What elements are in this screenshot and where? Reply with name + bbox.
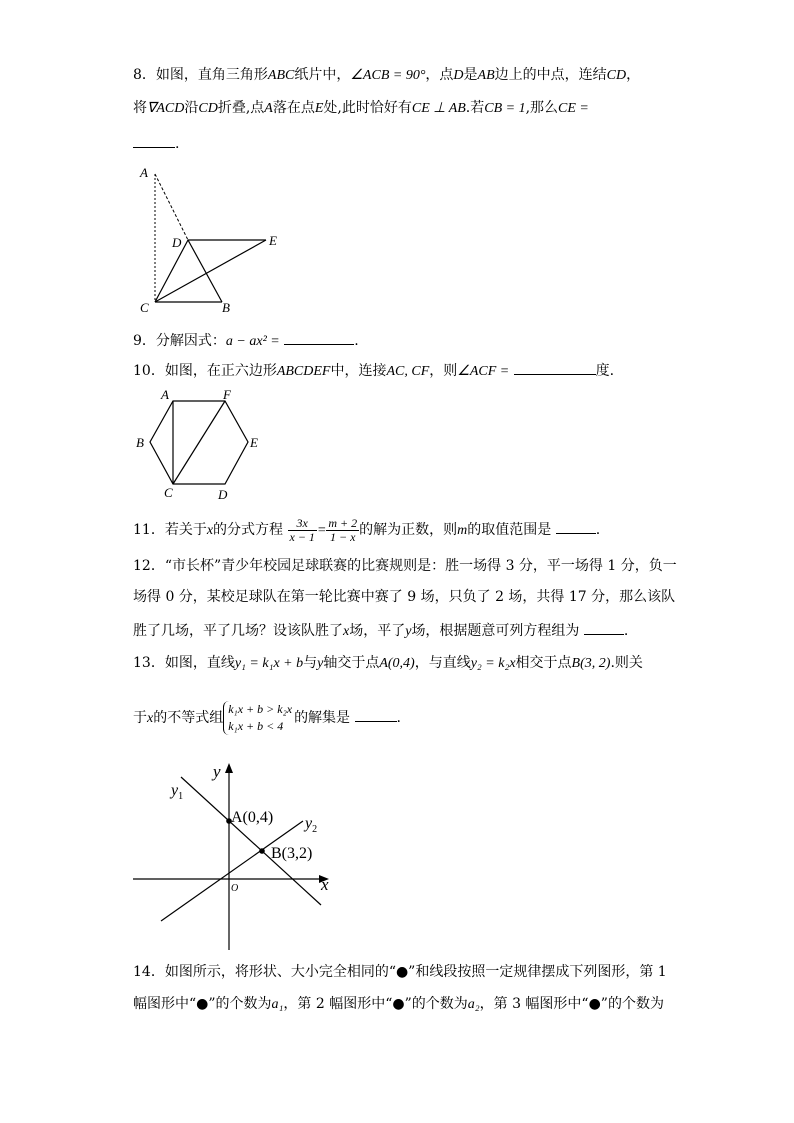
q13-text: 13．如图，直线 bbox=[133, 655, 235, 671]
q8-cd: CD bbox=[198, 101, 218, 116]
q9-text: . bbox=[354, 333, 359, 349]
q14-a2: a₂ bbox=[467, 997, 480, 1012]
q13-text: 的解集是 bbox=[294, 710, 351, 726]
q8-text: 落在点 bbox=[272, 100, 315, 116]
q13-coordinate-graph bbox=[125, 755, 345, 955]
q14-a1: a₁ bbox=[271, 997, 284, 1012]
q11-m: m bbox=[457, 523, 468, 538]
q11-fraction-right bbox=[326, 517, 359, 544]
y1-label bbox=[169, 782, 183, 802]
q8-text: .若 bbox=[465, 100, 485, 116]
numerator: 3x bbox=[288, 517, 317, 531]
q8-text: 纸片中， bbox=[294, 67, 351, 83]
denominator: x − 1 bbox=[289, 529, 315, 544]
q11-text: 的分式方程 bbox=[213, 522, 284, 538]
q13-line2 bbox=[133, 700, 401, 737]
q8-text: 折叠,点 bbox=[217, 100, 265, 116]
q13-text: ，与直线 bbox=[414, 655, 471, 671]
q12-text: 胜了几场，平了几场？设该队胜了 bbox=[133, 623, 343, 639]
q8-cb: CB = 1 bbox=[484, 101, 526, 116]
q11-text: 的取值范围是 bbox=[467, 522, 552, 538]
inequality-2: k₁x + b < 4 bbox=[228, 719, 284, 733]
label-e: E bbox=[250, 435, 258, 450]
y2-label bbox=[303, 815, 317, 835]
q8-triangle: ∇ACD bbox=[147, 101, 185, 116]
q9-line bbox=[133, 330, 359, 351]
q12-line1: 12．“市长杯”青少年校园足球联赛的比赛规则是：胜一场得 3 分，平一场得 1 分，负一 bbox=[133, 558, 677, 574]
q11-text: . bbox=[595, 522, 601, 538]
label-d: D bbox=[218, 487, 228, 502]
answer-blank[interactable] bbox=[584, 620, 624, 635]
q10-segments: AC, CF bbox=[386, 364, 430, 379]
q11-fraction-left bbox=[288, 517, 317, 544]
q8-text: ，点 bbox=[425, 67, 454, 83]
q10-text: 中，连接 bbox=[330, 363, 387, 379]
q8-text: 将 bbox=[133, 100, 147, 116]
origin-label: O bbox=[231, 883, 239, 894]
q14-line1: 14．如图所示，将形状、大小完全相同的“●”和线段按照一定规律摆成下列图形，第 1 bbox=[133, 964, 667, 980]
label-b: B bbox=[222, 300, 230, 315]
q13-x: x bbox=[147, 711, 154, 726]
label-b: B bbox=[136, 435, 144, 450]
q12-line2: 场得 0 分，某校足球队在第一轮比赛中赛了 9 场，只负了 2 场，共得 17 分，那么该队 bbox=[133, 589, 676, 605]
q14-text: ，第 2 幅图形中“●”的个数为 bbox=[283, 996, 468, 1012]
q11-equals: = bbox=[316, 523, 327, 538]
q13-line-y1: y₁ = k₁x + b bbox=[234, 656, 304, 671]
q9-text: 9．分解因式： bbox=[133, 333, 226, 349]
numerator: m + 2 bbox=[328, 515, 358, 530]
q8-line2 bbox=[133, 99, 589, 118]
q11-line bbox=[133, 515, 600, 546]
q12-text: . bbox=[623, 623, 629, 639]
q10-hexagon: ABCDEF bbox=[276, 364, 331, 379]
q8-text: 是 bbox=[463, 67, 478, 83]
q14-line2 bbox=[133, 995, 664, 1014]
y1-letter: y bbox=[171, 782, 179, 799]
q8-ab: AB bbox=[477, 68, 495, 83]
q8-angle: ∠ACB = 90° bbox=[350, 68, 426, 83]
point-b-label: B(3,2) bbox=[271, 845, 313, 862]
q13-text: 相交于点 bbox=[515, 655, 572, 671]
q8-text: 8．如图，直角三角形 bbox=[133, 67, 268, 83]
q12-x: x bbox=[343, 624, 350, 639]
point-a-label: A(0,4) bbox=[231, 809, 274, 826]
q13-text: 的不等式组 bbox=[153, 710, 224, 726]
q10-hexagon-figure bbox=[130, 385, 270, 505]
q13-point-a: A(0,4) bbox=[379, 656, 415, 671]
q13-point-b: B(3, 2) bbox=[571, 656, 611, 671]
q8-text: 边上的中点，连结 bbox=[494, 67, 607, 83]
q8-abc: ABC bbox=[267, 68, 295, 83]
q10-angle: ∠ACF = bbox=[457, 364, 510, 379]
q12-text: 场，平了 bbox=[349, 623, 406, 639]
q10-text: 度. bbox=[595, 363, 615, 379]
q11-text: 11．若关于 bbox=[133, 522, 207, 538]
q13-text: 于 bbox=[133, 710, 147, 726]
label-f: F bbox=[223, 387, 231, 402]
answer-blank[interactable] bbox=[133, 133, 175, 148]
answer-blank[interactable] bbox=[514, 360, 596, 375]
answer-blank[interactable] bbox=[355, 707, 397, 722]
q8-text: . bbox=[175, 136, 180, 152]
q9-expression: a − ax² = bbox=[225, 334, 280, 349]
q8-perp: CE ⊥ AB bbox=[411, 101, 466, 116]
label-d: D bbox=[172, 235, 182, 250]
label-a: A bbox=[161, 387, 169, 402]
label-c: C bbox=[164, 485, 173, 500]
q14-text: ，第 3 幅图形中“●”的个数为 bbox=[479, 996, 664, 1012]
label-a: A bbox=[140, 165, 148, 180]
x-axis-label: x bbox=[321, 875, 329, 894]
inequality-1: k₁x + b > k₂x bbox=[228, 702, 293, 716]
q8-text: ， bbox=[626, 67, 641, 83]
q8-line1 bbox=[133, 66, 640, 85]
q13-text: . bbox=[396, 710, 401, 726]
label-c: C bbox=[140, 300, 149, 315]
q10-text: ，则 bbox=[429, 363, 458, 379]
q13-line1 bbox=[133, 654, 643, 673]
q12-y: y bbox=[405, 624, 412, 639]
q12-line3 bbox=[133, 620, 628, 641]
denominator: 1 − x bbox=[330, 529, 356, 544]
q8-e: E bbox=[314, 101, 324, 116]
q8-a: A bbox=[264, 101, 273, 116]
q13-line-y2: y₂ = k₂x bbox=[470, 656, 516, 671]
y2-letter: y bbox=[305, 815, 313, 832]
q8-d: D bbox=[453, 68, 464, 83]
answer-blank[interactable] bbox=[284, 330, 354, 345]
q10-line bbox=[133, 360, 614, 381]
q8-line3 bbox=[133, 133, 179, 153]
q8-text: 处,此时恰好有 bbox=[323, 100, 412, 116]
answer-blank[interactable] bbox=[556, 519, 596, 534]
q8-text: 沿 bbox=[184, 100, 199, 116]
label-e: E bbox=[269, 233, 277, 248]
q8-cd: CD bbox=[606, 68, 627, 83]
y1-subscript: 1 bbox=[178, 791, 184, 802]
q11-text: 的解为正数，则 bbox=[359, 522, 458, 538]
y-axis-label: y bbox=[213, 762, 221, 781]
q14-text: 幅图形中“●”的个数为 bbox=[133, 996, 272, 1012]
q8-text: ,那么 bbox=[525, 100, 559, 116]
q11-x: x bbox=[206, 523, 214, 538]
y2-subscript: 2 bbox=[312, 824, 318, 835]
q13-text: 与 bbox=[303, 655, 318, 671]
q13-text: .则关 bbox=[610, 655, 643, 671]
q8-ce: CE = bbox=[558, 101, 589, 116]
q12-text: 场，根据题意可列方程组为 bbox=[411, 623, 580, 639]
q13-text: 轴交于点 bbox=[323, 655, 380, 671]
q10-text: 10．如图，在正六边形 bbox=[133, 363, 277, 379]
q13-inequality-system bbox=[223, 701, 292, 735]
q13-y: y bbox=[317, 656, 324, 671]
q8-triangle-figure bbox=[130, 160, 290, 320]
